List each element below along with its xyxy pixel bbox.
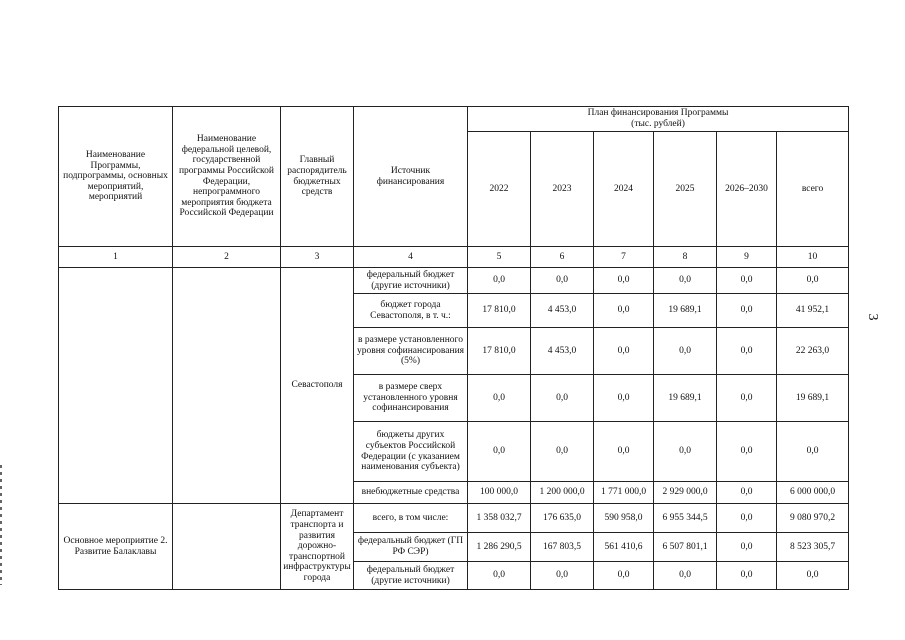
header-federal-program: Наименование федеральной целевой, государственной программы Российской Федерации, непрограммного мероприятия бюджета Российской Федерации [173,107,281,247]
value-cell: 0,0 [531,375,594,422]
header-funding-source: Источник финансирования [354,107,468,247]
value-cell: 0,0 [654,268,717,294]
value-cell: 0,0 [717,562,777,590]
value-cell: 8 523 305,7 [777,533,849,562]
column-number: 5 [468,247,531,268]
value-cell: 0,0 [717,422,777,482]
value-cell: 0,0 [531,562,594,590]
value-cell: 0,0 [717,533,777,562]
value-cell: 0,0 [777,562,849,590]
source-cell: федеральный бюджет (другие источники) [354,562,468,590]
program-name-cell [59,268,173,504]
header-year-2025: 2025 [654,132,717,247]
value-cell: 0,0 [777,422,849,482]
value-cell: 19 689,1 [654,294,717,328]
value-cell: 0,0 [594,328,654,375]
value-cell: 17 810,0 [468,294,531,328]
table-row [59,504,849,533]
value-cell: 0,0 [717,268,777,294]
column-number: 2 [173,247,281,268]
value-cell: 167 803,5 [531,533,594,562]
value-cell: 1 200 000,0 [531,482,594,504]
column-number: 7 [594,247,654,268]
value-cell: 2 929 000,0 [654,482,717,504]
value-cell: 4 453,0 [531,294,594,328]
header-year-2023: 2023 [531,132,594,247]
event-name-cell: Основное мероприятие 2. Развитие Балаклавы [59,504,173,590]
administrator-cell: Севастополя [281,268,354,504]
value-cell: 0,0 [717,294,777,328]
value-cell: 6 507 801,1 [654,533,717,562]
value-cell: 0,0 [594,268,654,294]
value-cell: 0,0 [717,504,777,533]
federal-program-cell [173,268,281,504]
value-cell: 1 771 000,0 [594,482,654,504]
value-cell: 0,0 [468,375,531,422]
value-cell: 19 689,1 [654,375,717,422]
value-cell: 100 000,0 [468,482,531,504]
value-cell: 0,0 [654,422,717,482]
column-number: 1 [59,247,173,268]
value-cell: 0,0 [654,328,717,375]
value-cell: 176 635,0 [531,504,594,533]
source-cell: в размере сверх установленного уровня софинансирования [354,375,468,422]
value-cell: 0,0 [594,294,654,328]
value-cell: 4 453,0 [531,328,594,375]
value-cell: 0,0 [468,268,531,294]
header-financing-plan [468,107,849,132]
value-cell: 0,0 [531,268,594,294]
column-number: 4 [354,247,468,268]
value-cell: 0,0 [654,562,717,590]
value-cell: 1 286 290,5 [468,533,531,562]
value-cell: 0,0 [531,422,594,482]
column-number-row [59,247,849,268]
source-cell: федеральный бюджет (другие источники) [354,268,468,294]
financing-table [58,106,849,590]
table-row [59,268,849,294]
source-cell: внебюджетные средства [354,482,468,504]
value-cell: 0,0 [594,375,654,422]
column-number: 6 [531,247,594,268]
column-number: 9 [717,247,777,268]
column-number: 3 [281,247,354,268]
header-years-2026-2030: 2026–2030 [717,132,777,247]
value-cell: 0,0 [717,375,777,422]
value-cell: 6 955 344,5 [654,504,717,533]
value-cell: 0,0 [594,562,654,590]
value-cell: 41 952,1 [777,294,849,328]
value-cell: 22 263,0 [777,328,849,375]
header-year-2024: 2024 [594,132,654,247]
source-cell: федеральный бюджет (ГП РФ СЭР) [354,533,468,562]
scan-edge-mark [0,465,2,585]
value-cell: 9 080 970,2 [777,504,849,533]
value-cell: 19 689,1 [777,375,849,422]
value-cell: 561 410,6 [594,533,654,562]
value-cell: 0,0 [594,422,654,482]
plan-title: План финансирования Программы [587,108,729,119]
page-number: 3 [865,313,880,321]
header-total: всего [777,132,849,247]
value-cell: 0,0 [717,482,777,504]
value-cell: 0,0 [468,562,531,590]
header-year-2022: 2022 [468,132,531,247]
column-number: 10 [777,247,849,268]
value-cell: 0,0 [468,422,531,482]
source-cell: бюджет города Севастополя, в т. ч.: [354,294,468,328]
value-cell: 0,0 [717,328,777,375]
value-cell: 0,0 [777,268,849,294]
column-number: 8 [654,247,717,268]
source-cell: в размере установленного уровня софинансирования (5%) [354,328,468,375]
source-cell: всего, в том числе: [354,504,468,533]
federal-program-cell [173,504,281,590]
source-cell: бюджеты других субъектов Российской Федерации (с указанием наименования субъекта) [354,422,468,482]
value-cell: 6 000 000,0 [777,482,849,504]
value-cell: 17 810,0 [468,328,531,375]
plan-units: (тыс. рублей) [631,119,685,129]
value-cell: 590 958,0 [594,504,654,533]
header-program-name: Наименование Программы, подпрограммы, основных мероприятий, мероприятий [59,107,173,247]
header-budget-administrator: Главный распорядитель бюджетных средств [281,107,354,247]
value-cell: 1 358 032,7 [468,504,531,533]
administrator-cell: Департамент транспорта и развития дорожно-транспортной инфраструктуры города [281,504,354,590]
